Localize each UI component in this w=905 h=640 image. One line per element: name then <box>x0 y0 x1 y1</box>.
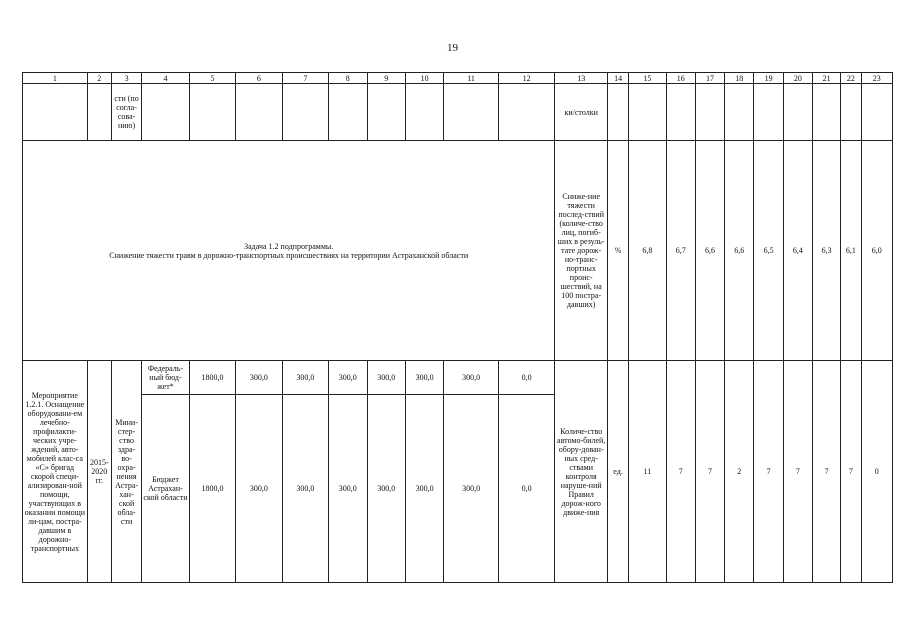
task-title-line1: Задача 1.2 подпрограммы. <box>244 241 334 251</box>
task-value: 6,6 <box>725 141 754 361</box>
task-value: 6,8 <box>629 141 666 361</box>
col-header: 3 <box>111 73 141 84</box>
cell-empty <box>813 84 841 141</box>
cell-empty <box>841 84 861 141</box>
cell-empty <box>444 84 499 141</box>
amount-cell: 0,0 <box>498 395 555 583</box>
task-indicator: Сниже-ние тяжести послед-ствий (количе-ство лиц, погиб-ших в резуль-тате дорож-но-транс-портных проис-шествий, на 100 постра-давших) <box>555 141 608 361</box>
col-header: 1 <box>23 73 88 84</box>
indicator-continuation: ки/столки <box>555 84 608 141</box>
col-header: 10 <box>405 73 443 84</box>
amount-cell: 300,0 <box>236 361 282 395</box>
cell-empty <box>629 84 666 141</box>
col-header: 19 <box>754 73 783 84</box>
cell-empty <box>666 84 695 141</box>
activity-period: 2015-2020 гг. <box>87 361 111 583</box>
col-header: 2 <box>87 73 111 84</box>
task-row <box>23 141 893 361</box>
col-header: 8 <box>329 73 367 84</box>
amount-cell: 300,0 <box>282 395 328 583</box>
amount-cell: 300,0 <box>329 361 367 395</box>
header-row <box>23 73 893 84</box>
task-value: 6,7 <box>666 141 695 361</box>
activity-row-federal <box>23 361 893 395</box>
amount-cell: 1800,0 <box>189 395 235 583</box>
col-header: 7 <box>282 73 328 84</box>
activity-value: 7 <box>754 361 783 583</box>
amount-cell: 300,0 <box>405 395 443 583</box>
amount-cell: 300,0 <box>282 361 328 395</box>
col-header: 16 <box>666 73 695 84</box>
cell-empty <box>861 84 892 141</box>
task-value: 6,3 <box>813 141 841 361</box>
activity-value: 7 <box>783 361 812 583</box>
amount-cell: 300,0 <box>236 395 282 583</box>
task-unit: % <box>607 141 628 361</box>
col-header: 15 <box>629 73 666 84</box>
cell-empty <box>695 84 724 141</box>
col-header: 14 <box>607 73 628 84</box>
amount-cell: 300,0 <box>444 395 499 583</box>
col-header: 6 <box>236 73 282 84</box>
col-header: 9 <box>367 73 405 84</box>
program-table <box>22 72 893 583</box>
activity-executor: Мини-стер-ство здра-во-охра-нения Астра-хан-ской обла-сти <box>111 361 141 583</box>
task-value: 6,0 <box>861 141 892 361</box>
activity-value: 7 <box>666 361 695 583</box>
amount-cell: 1800,0 <box>189 361 235 395</box>
task-title <box>23 141 555 361</box>
task-value: 6,5 <box>754 141 783 361</box>
amount-cell: 300,0 <box>367 361 405 395</box>
col-header: 23 <box>861 73 892 84</box>
cell-empty <box>142 84 189 141</box>
col-header: 17 <box>695 73 724 84</box>
task-value: 6,1 <box>841 141 861 361</box>
cell-empty <box>367 84 405 141</box>
cell-empty <box>405 84 443 141</box>
cell-empty <box>329 84 367 141</box>
cell-empty <box>282 84 328 141</box>
amount-cell: 300,0 <box>444 361 499 395</box>
amount-cell: 300,0 <box>329 395 367 583</box>
cell-empty <box>236 84 282 141</box>
activity-value: 2 <box>725 361 754 583</box>
cell-empty <box>87 84 111 141</box>
col-header: 22 <box>841 73 861 84</box>
cell-empty <box>23 84 88 141</box>
activity-unit: ед. <box>607 361 628 583</box>
col-header: 11 <box>444 73 499 84</box>
activity-value: 11 <box>629 361 666 583</box>
col-header: 5 <box>189 73 235 84</box>
col-header: 13 <box>555 73 608 84</box>
activity-value: 7 <box>813 361 841 583</box>
col-header: 4 <box>142 73 189 84</box>
cell-empty <box>498 84 555 141</box>
task-value: 6,6 <box>695 141 724 361</box>
activity-value: 7 <box>695 361 724 583</box>
cell-empty <box>189 84 235 141</box>
cell-empty <box>725 84 754 141</box>
task-value: 6,4 <box>783 141 812 361</box>
cell-empty <box>783 84 812 141</box>
activity-value: 0 <box>861 361 892 583</box>
page-number: 19 <box>447 42 458 54</box>
activity-value: 7 <box>841 361 861 583</box>
amount-cell: 300,0 <box>405 361 443 395</box>
continuation-row <box>23 84 893 141</box>
activity-indicator: Количе-ство автомо-билей, обору-дован-ных сред-ствами контроля наруше-ний Правил дорож-ного движе-ния <box>555 361 608 583</box>
amount-cell: 300,0 <box>367 395 405 583</box>
cell-empty <box>754 84 783 141</box>
col-header: 20 <box>783 73 812 84</box>
funding-source-federal: Федераль-ный бюд-жет* <box>142 361 189 395</box>
funding-source-regional: Бюджет Астрахан-ской области <box>142 395 189 583</box>
task-title-line2: Снижение тяжести травм в дорожно-транспортных происшествиях на территории Астраханской области <box>109 250 469 260</box>
cell-empty <box>607 84 628 141</box>
amount-cell: 0,0 <box>498 361 555 395</box>
col-header: 12 <box>498 73 555 84</box>
col-header: 21 <box>813 73 841 84</box>
col-header: 18 <box>725 73 754 84</box>
activity-name: Мероприятие 1.2.1. Оснащение оборудовани-ем лечебно-профилакти-ческих учре-ждений, авто-мобилей клас-са «С» бригад скорой специ-ализирован-ной помощи, участвующих в оказании помощи ли-цам, постра-давшим в дорожно-транспортных <box>23 361 88 583</box>
executor-continuation: сти (по согла-сова-нию) <box>111 84 141 141</box>
